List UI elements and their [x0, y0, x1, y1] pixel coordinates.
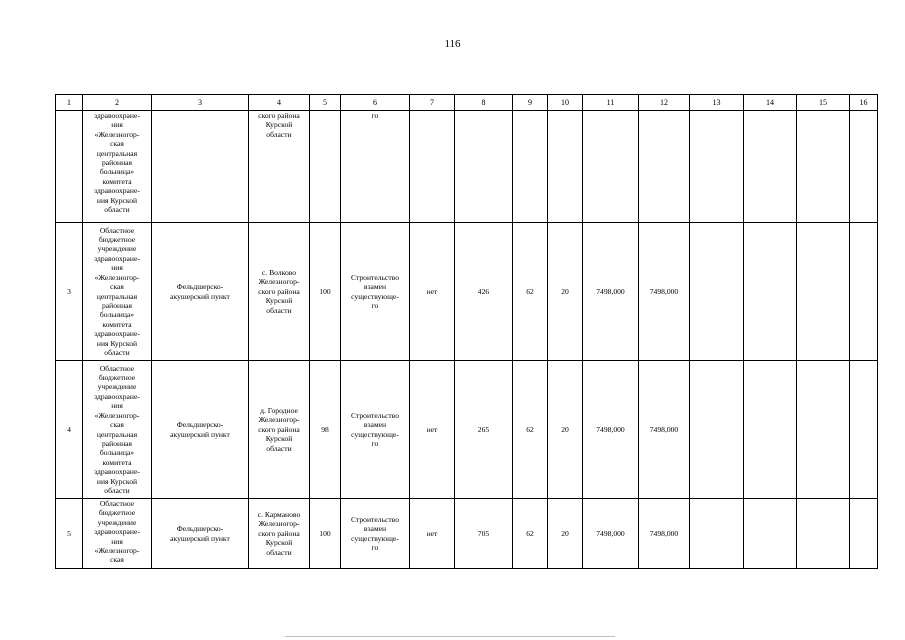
data-table	[55, 94, 878, 569]
value-cell: 20	[548, 499, 583, 569]
value-cell: 7498,000	[639, 223, 690, 361]
value-cell	[850, 361, 878, 499]
header-cell: 1	[56, 95, 83, 111]
value-cell: нет	[410, 499, 455, 569]
value-cell	[850, 223, 878, 361]
value-cell: нет	[410, 361, 455, 499]
work-type-cell: го	[341, 111, 410, 223]
value-cell: 7498,000	[583, 499, 639, 569]
value-cell: 62	[513, 499, 548, 569]
header-cell: 6	[341, 95, 410, 111]
value-cell	[744, 361, 797, 499]
value-cell: 426	[455, 223, 513, 361]
header-cell: 16	[850, 95, 878, 111]
institution-cell: Областное бюджетное учреждение здравоохране- ния «Железногор- ская	[83, 499, 152, 569]
value-cell	[639, 111, 690, 223]
value-cell	[583, 111, 639, 223]
value-cell: 7498,000	[583, 223, 639, 361]
header-cell: 7	[410, 95, 455, 111]
value-cell	[744, 223, 797, 361]
value-cell	[744, 499, 797, 569]
object-name-cell	[152, 111, 249, 223]
value-cell: 62	[513, 361, 548, 499]
header-cell: 15	[797, 95, 850, 111]
location-cell: с. Карманово Железногор- ского района Курской области	[249, 499, 310, 569]
value-cell: 20	[548, 223, 583, 361]
header-cell: 12	[639, 95, 690, 111]
value-cell	[690, 499, 744, 569]
value-cell	[548, 111, 583, 223]
row-number-cell	[56, 111, 83, 223]
object-name-cell: Фельдшерско- акушерский пункт	[152, 499, 249, 569]
location-cell: с. Волково Железногор- ского района Курской области	[249, 223, 310, 361]
header-cell: 10	[548, 95, 583, 111]
value-cell	[797, 223, 850, 361]
value-cell: 7498,000	[639, 499, 690, 569]
header-cell: 11	[583, 95, 639, 111]
value-cell	[690, 111, 744, 223]
value-cell: нет	[410, 223, 455, 361]
value-cell: 100	[310, 223, 341, 361]
header-cell: 5	[310, 95, 341, 111]
value-cell	[410, 111, 455, 223]
value-cell	[310, 111, 341, 223]
value-cell	[455, 111, 513, 223]
header-cell: 14	[744, 95, 797, 111]
value-cell	[690, 361, 744, 499]
value-cell	[690, 223, 744, 361]
object-name-cell: Фельдшерско- акушерский пункт	[152, 223, 249, 361]
header-cell: 2	[83, 95, 152, 111]
row-number-cell: 4	[56, 361, 83, 499]
table-row	[56, 361, 878, 499]
value-cell: 7498,000	[583, 361, 639, 499]
value-cell: 7498,000	[639, 361, 690, 499]
table-row-continuation	[56, 111, 878, 223]
page-number: 116	[444, 38, 461, 50]
value-cell: 705	[455, 499, 513, 569]
value-cell: 265	[455, 361, 513, 499]
row-number-cell: 3	[56, 223, 83, 361]
institution-cell: Областное бюджетное учреждение здравоохране- ния «Железногор- ская центральная районная больница» комитета здравоохране- ния Курской области	[83, 361, 152, 499]
institution-cell: здравоохране- ния «Железногор- ская центральная районная больница» комитета здравоохране- ния Курской области	[83, 111, 152, 223]
header-cell: 8	[455, 95, 513, 111]
value-cell	[797, 361, 850, 499]
table-row	[56, 499, 878, 569]
work-type-cell: Строительство взамен существующе- го	[341, 499, 410, 569]
row-number-cell: 5	[56, 499, 83, 569]
header-cell: 13	[690, 95, 744, 111]
scan-edge-line	[285, 636, 615, 637]
value-cell	[797, 111, 850, 223]
value-cell: 62	[513, 223, 548, 361]
table-row	[56, 223, 878, 361]
value-cell	[744, 111, 797, 223]
header-cell: 4	[249, 95, 310, 111]
work-type-cell: Строительство взамен существующе- го	[341, 223, 410, 361]
value-cell	[850, 499, 878, 569]
value-cell	[513, 111, 548, 223]
value-cell: 98	[310, 361, 341, 499]
value-cell: 20	[548, 361, 583, 499]
institution-cell: Областное бюджетное учреждение здравоохране- ния «Железногор- ская центральная районная больница» комитета здравоохране- ния Курской области	[83, 223, 152, 361]
header-cell: 3	[152, 95, 249, 111]
value-cell	[850, 111, 878, 223]
location-cell: д. Городное Железногор- ского района Курской области	[249, 361, 310, 499]
value-cell: 100	[310, 499, 341, 569]
value-cell	[797, 499, 850, 569]
header-cell: 9	[513, 95, 548, 111]
table-header-row	[56, 95, 878, 111]
location-cell: ского района Курской области	[249, 111, 310, 223]
object-name-cell: Фельдшерско- акушерский пункт	[152, 361, 249, 499]
work-type-cell: Строительство взамен существующе- го	[341, 361, 410, 499]
